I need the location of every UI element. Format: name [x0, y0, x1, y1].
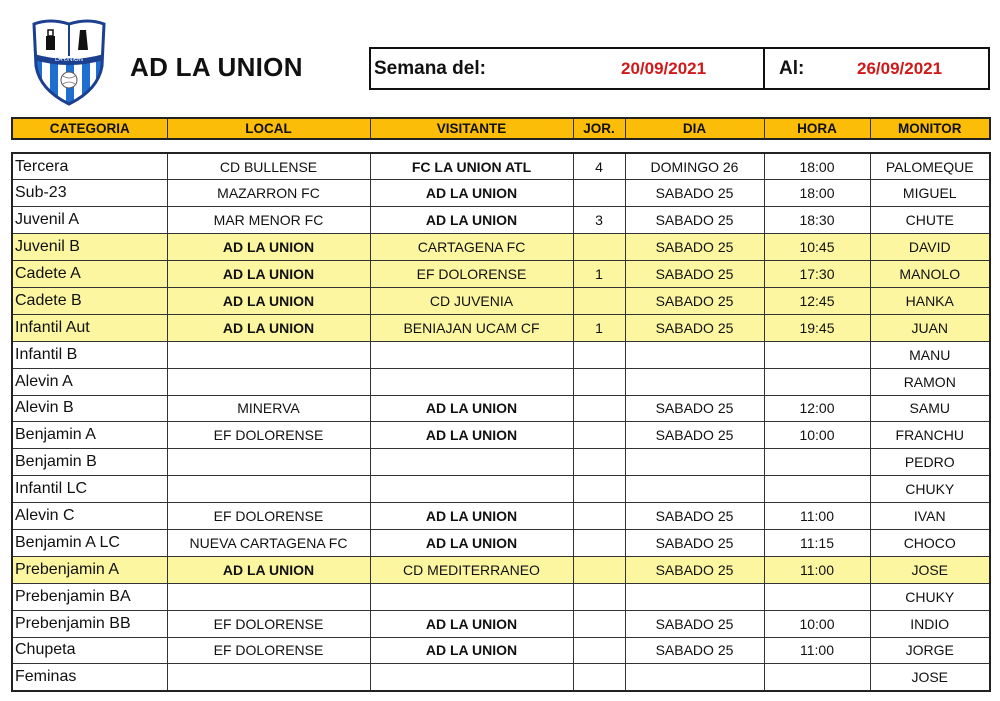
cell-jornada — [573, 637, 625, 664]
week-end-label: Al: — [779, 57, 805, 79]
cell-dia: SABADO 25 — [625, 637, 764, 664]
cell-dia: SABADO 25 — [625, 180, 764, 207]
cell-local — [167, 341, 370, 368]
cell-jornada: 3 — [573, 207, 625, 234]
table-row — [12, 529, 990, 556]
cell-monitor: RAMON — [870, 368, 990, 395]
cell-local: AD LA UNION — [167, 234, 370, 261]
cell-local: MAR MENOR FC — [167, 207, 370, 234]
table-row — [12, 449, 990, 476]
cell-hora: 18:30 — [764, 207, 870, 234]
cell-hora: 18:00 — [764, 153, 870, 180]
cell-visitante: CD MEDITERRANEO — [370, 556, 573, 583]
schedule-body — [12, 153, 990, 691]
column-header-monitor: MONITOR — [870, 118, 990, 139]
cell-dia: SABADO 25 — [625, 287, 764, 314]
cell-jornada — [573, 287, 625, 314]
table-row — [12, 368, 990, 395]
week-end — [765, 49, 988, 88]
cell-local — [167, 368, 370, 395]
cell-monitor: JORGE — [870, 637, 990, 664]
table-row — [12, 556, 990, 583]
table-row — [12, 153, 990, 180]
cell-hora: 11:00 — [764, 503, 870, 530]
cell-dia — [625, 583, 764, 610]
cell-visitante: EF DOLORENSE — [370, 261, 573, 288]
cell-hora — [764, 341, 870, 368]
cell-visitante — [370, 476, 573, 503]
column-header-visitante: VISITANTE — [370, 118, 573, 139]
schedule-table — [11, 152, 991, 692]
cell-monitor: JOSE — [870, 556, 990, 583]
cell-categoria: Juvenil A — [12, 207, 167, 234]
cell-dia: DOMINGO 26 — [625, 153, 764, 180]
cell-local: AD LA UNION — [167, 261, 370, 288]
cell-categoria: Feminas — [12, 664, 167, 691]
cell-monitor: PEDRO — [870, 449, 990, 476]
table-row — [12, 234, 990, 261]
table-row — [12, 261, 990, 288]
cell-jornada — [573, 476, 625, 503]
cell-jornada — [573, 556, 625, 583]
cell-local: AD LA UNION — [167, 287, 370, 314]
cell-hora: 10:00 — [764, 422, 870, 449]
cell-local: MINERVA — [167, 395, 370, 422]
cell-jornada — [573, 503, 625, 530]
cell-hora — [764, 476, 870, 503]
cell-monitor: DAVID — [870, 234, 990, 261]
cell-hora: 10:45 — [764, 234, 870, 261]
cell-visitante: FC LA UNION ATL — [370, 153, 573, 180]
cell-hora — [764, 664, 870, 691]
cell-categoria: Tercera — [12, 153, 167, 180]
cell-categoria: Prebenjamin BA — [12, 583, 167, 610]
cell-local — [167, 664, 370, 691]
cell-visitante — [370, 341, 573, 368]
cell-jornada — [573, 583, 625, 610]
column-header-hora: HORA — [764, 118, 870, 139]
cell-dia: SABADO 25 — [625, 503, 764, 530]
table-row — [12, 610, 990, 637]
cell-hora: 17:30 — [764, 261, 870, 288]
cell-local: CD BULLENSE — [167, 153, 370, 180]
cell-categoria: Benjamin A LC — [12, 529, 167, 556]
table-row — [12, 207, 990, 234]
cell-monitor: CHOCO — [870, 529, 990, 556]
week-end-date: 26/09/2021 — [857, 58, 943, 78]
cell-hora: 12:00 — [764, 395, 870, 422]
cell-hora: 10:00 — [764, 610, 870, 637]
cell-local — [167, 583, 370, 610]
crest-text: LA UNION — [54, 57, 84, 63]
cell-visitante: AD LA UNION — [370, 422, 573, 449]
cell-monitor: PALOMEQUE — [870, 153, 990, 180]
cell-hora: 11:00 — [764, 556, 870, 583]
cell-visitante: AD LA UNION — [370, 395, 573, 422]
cell-visitante — [370, 449, 573, 476]
cell-jornada — [573, 180, 625, 207]
table-row — [12, 583, 990, 610]
cell-categoria: Infantil Aut — [12, 314, 167, 341]
table-row — [12, 637, 990, 664]
table-row — [12, 503, 990, 530]
cell-categoria: Alevin A — [12, 368, 167, 395]
cell-jornada — [573, 395, 625, 422]
cell-monitor: FRANCHU — [870, 422, 990, 449]
cell-visitante: CARTAGENA FC — [370, 234, 573, 261]
table-row — [12, 341, 990, 368]
cell-dia — [625, 368, 764, 395]
cell-categoria: Benjamin A — [12, 422, 167, 449]
cell-visitante: AD LA UNION — [370, 503, 573, 530]
cell-visitante: BENIAJAN UCAM CF — [370, 314, 573, 341]
cell-categoria: Infantil B — [12, 341, 167, 368]
cell-monitor: JUAN — [870, 314, 990, 341]
shield-icon — [30, 18, 108, 106]
cell-hora — [764, 583, 870, 610]
cell-categoria: Juvenil B — [12, 234, 167, 261]
cell-monitor: INDIO — [870, 610, 990, 637]
cell-hora: 18:00 — [764, 180, 870, 207]
cell-dia: SABADO 25 — [625, 556, 764, 583]
cell-categoria: Infantil LC — [12, 476, 167, 503]
cell-dia — [625, 664, 764, 691]
cell-local: NUEVA CARTAGENA FC — [167, 529, 370, 556]
table-row — [12, 314, 990, 341]
cell-dia — [625, 476, 764, 503]
cell-hora: 11:00 — [764, 637, 870, 664]
cell-monitor: MANU — [870, 341, 990, 368]
cell-categoria: Alevin B — [12, 395, 167, 422]
table-row — [12, 180, 990, 207]
cell-visitante: AD LA UNION — [370, 637, 573, 664]
cell-categoria: Alevin C — [12, 503, 167, 530]
cell-dia: SABADO 25 — [625, 610, 764, 637]
cell-jornada: 4 — [573, 153, 625, 180]
table-row — [12, 476, 990, 503]
cell-dia: SABADO 25 — [625, 261, 764, 288]
cell-monitor: MIGUEL — [870, 180, 990, 207]
cell-dia: SABADO 25 — [625, 234, 764, 261]
cell-visitante: AD LA UNION — [370, 180, 573, 207]
cell-visitante: CD JUVENIA — [370, 287, 573, 314]
cell-monitor: CHUTE — [870, 207, 990, 234]
cell-visitante: AD LA UNION — [370, 207, 573, 234]
cell-dia: SABADO 25 — [625, 207, 764, 234]
cell-visitante — [370, 583, 573, 610]
cell-local: EF DOLORENSE — [167, 637, 370, 664]
week-start-label: Semana del: — [374, 57, 486, 79]
week-start-date: 20/09/2021 — [621, 58, 707, 78]
cell-categoria: Cadete A — [12, 261, 167, 288]
cell-jornada — [573, 422, 625, 449]
cell-monitor: MANOLO — [870, 261, 990, 288]
cell-local: EF DOLORENSE — [167, 610, 370, 637]
week-range-box — [369, 47, 990, 90]
cell-visitante — [370, 368, 573, 395]
header-row — [12, 118, 990, 139]
column-header-dia: DIA — [625, 118, 764, 139]
column-header-local: LOCAL — [167, 118, 370, 139]
cell-dia — [625, 449, 764, 476]
cell-hora: 12:45 — [764, 287, 870, 314]
cell-local: EF DOLORENSE — [167, 422, 370, 449]
cell-dia: SABADO 25 — [625, 314, 764, 341]
cell-jornada — [573, 610, 625, 637]
cell-local — [167, 476, 370, 503]
cell-categoria: Benjamin B — [12, 449, 167, 476]
table-row — [12, 395, 990, 422]
table-row — [12, 287, 990, 314]
cell-jornada — [573, 341, 625, 368]
table-row — [12, 422, 990, 449]
cell-categoria: Prebenjamin BB — [12, 610, 167, 637]
cell-categoria: Sub-23 — [12, 180, 167, 207]
cell-jornada — [573, 368, 625, 395]
cell-jornada: 1 — [573, 314, 625, 341]
cell-visitante — [370, 664, 573, 691]
cell-jornada: 1 — [573, 261, 625, 288]
cell-monitor: CHUKY — [870, 583, 990, 610]
cell-local: EF DOLORENSE — [167, 503, 370, 530]
column-header-jornada: JOR. — [573, 118, 625, 139]
cell-categoria: Prebenjamin A — [12, 556, 167, 583]
schedule-header — [11, 117, 991, 140]
club-crest-logo — [30, 18, 108, 106]
cell-hora — [764, 449, 870, 476]
cell-dia: SABADO 25 — [625, 422, 764, 449]
column-header-categoria: CATEGORIA — [12, 118, 167, 139]
cell-monitor: HANKA — [870, 287, 990, 314]
cell-dia: SABADO 25 — [625, 395, 764, 422]
cell-dia: SABADO 25 — [625, 529, 764, 556]
week-start — [371, 49, 765, 88]
cell-jornada — [573, 529, 625, 556]
cell-local: AD LA UNION — [167, 556, 370, 583]
cell-monitor: CHUKY — [870, 476, 990, 503]
cell-categoria: Chupeta — [12, 637, 167, 664]
cell-dia — [625, 341, 764, 368]
cell-hora: 19:45 — [764, 314, 870, 341]
cell-jornada — [573, 234, 625, 261]
cell-monitor: IVAN — [870, 503, 990, 530]
cell-hora: 11:15 — [764, 529, 870, 556]
cell-visitante: AD LA UNION — [370, 529, 573, 556]
table-row — [12, 664, 990, 691]
cell-local: AD LA UNION — [167, 314, 370, 341]
cell-categoria: Cadete B — [12, 287, 167, 314]
cell-visitante: AD LA UNION — [370, 610, 573, 637]
cell-monitor: JOSE — [870, 664, 990, 691]
cell-local — [167, 449, 370, 476]
cell-jornada — [573, 664, 625, 691]
cell-hora — [764, 368, 870, 395]
cell-jornada — [573, 449, 625, 476]
club-name: AD LA UNION — [130, 52, 303, 82]
cell-monitor: SAMU — [870, 395, 990, 422]
cell-local: MAZARRON FC — [167, 180, 370, 207]
